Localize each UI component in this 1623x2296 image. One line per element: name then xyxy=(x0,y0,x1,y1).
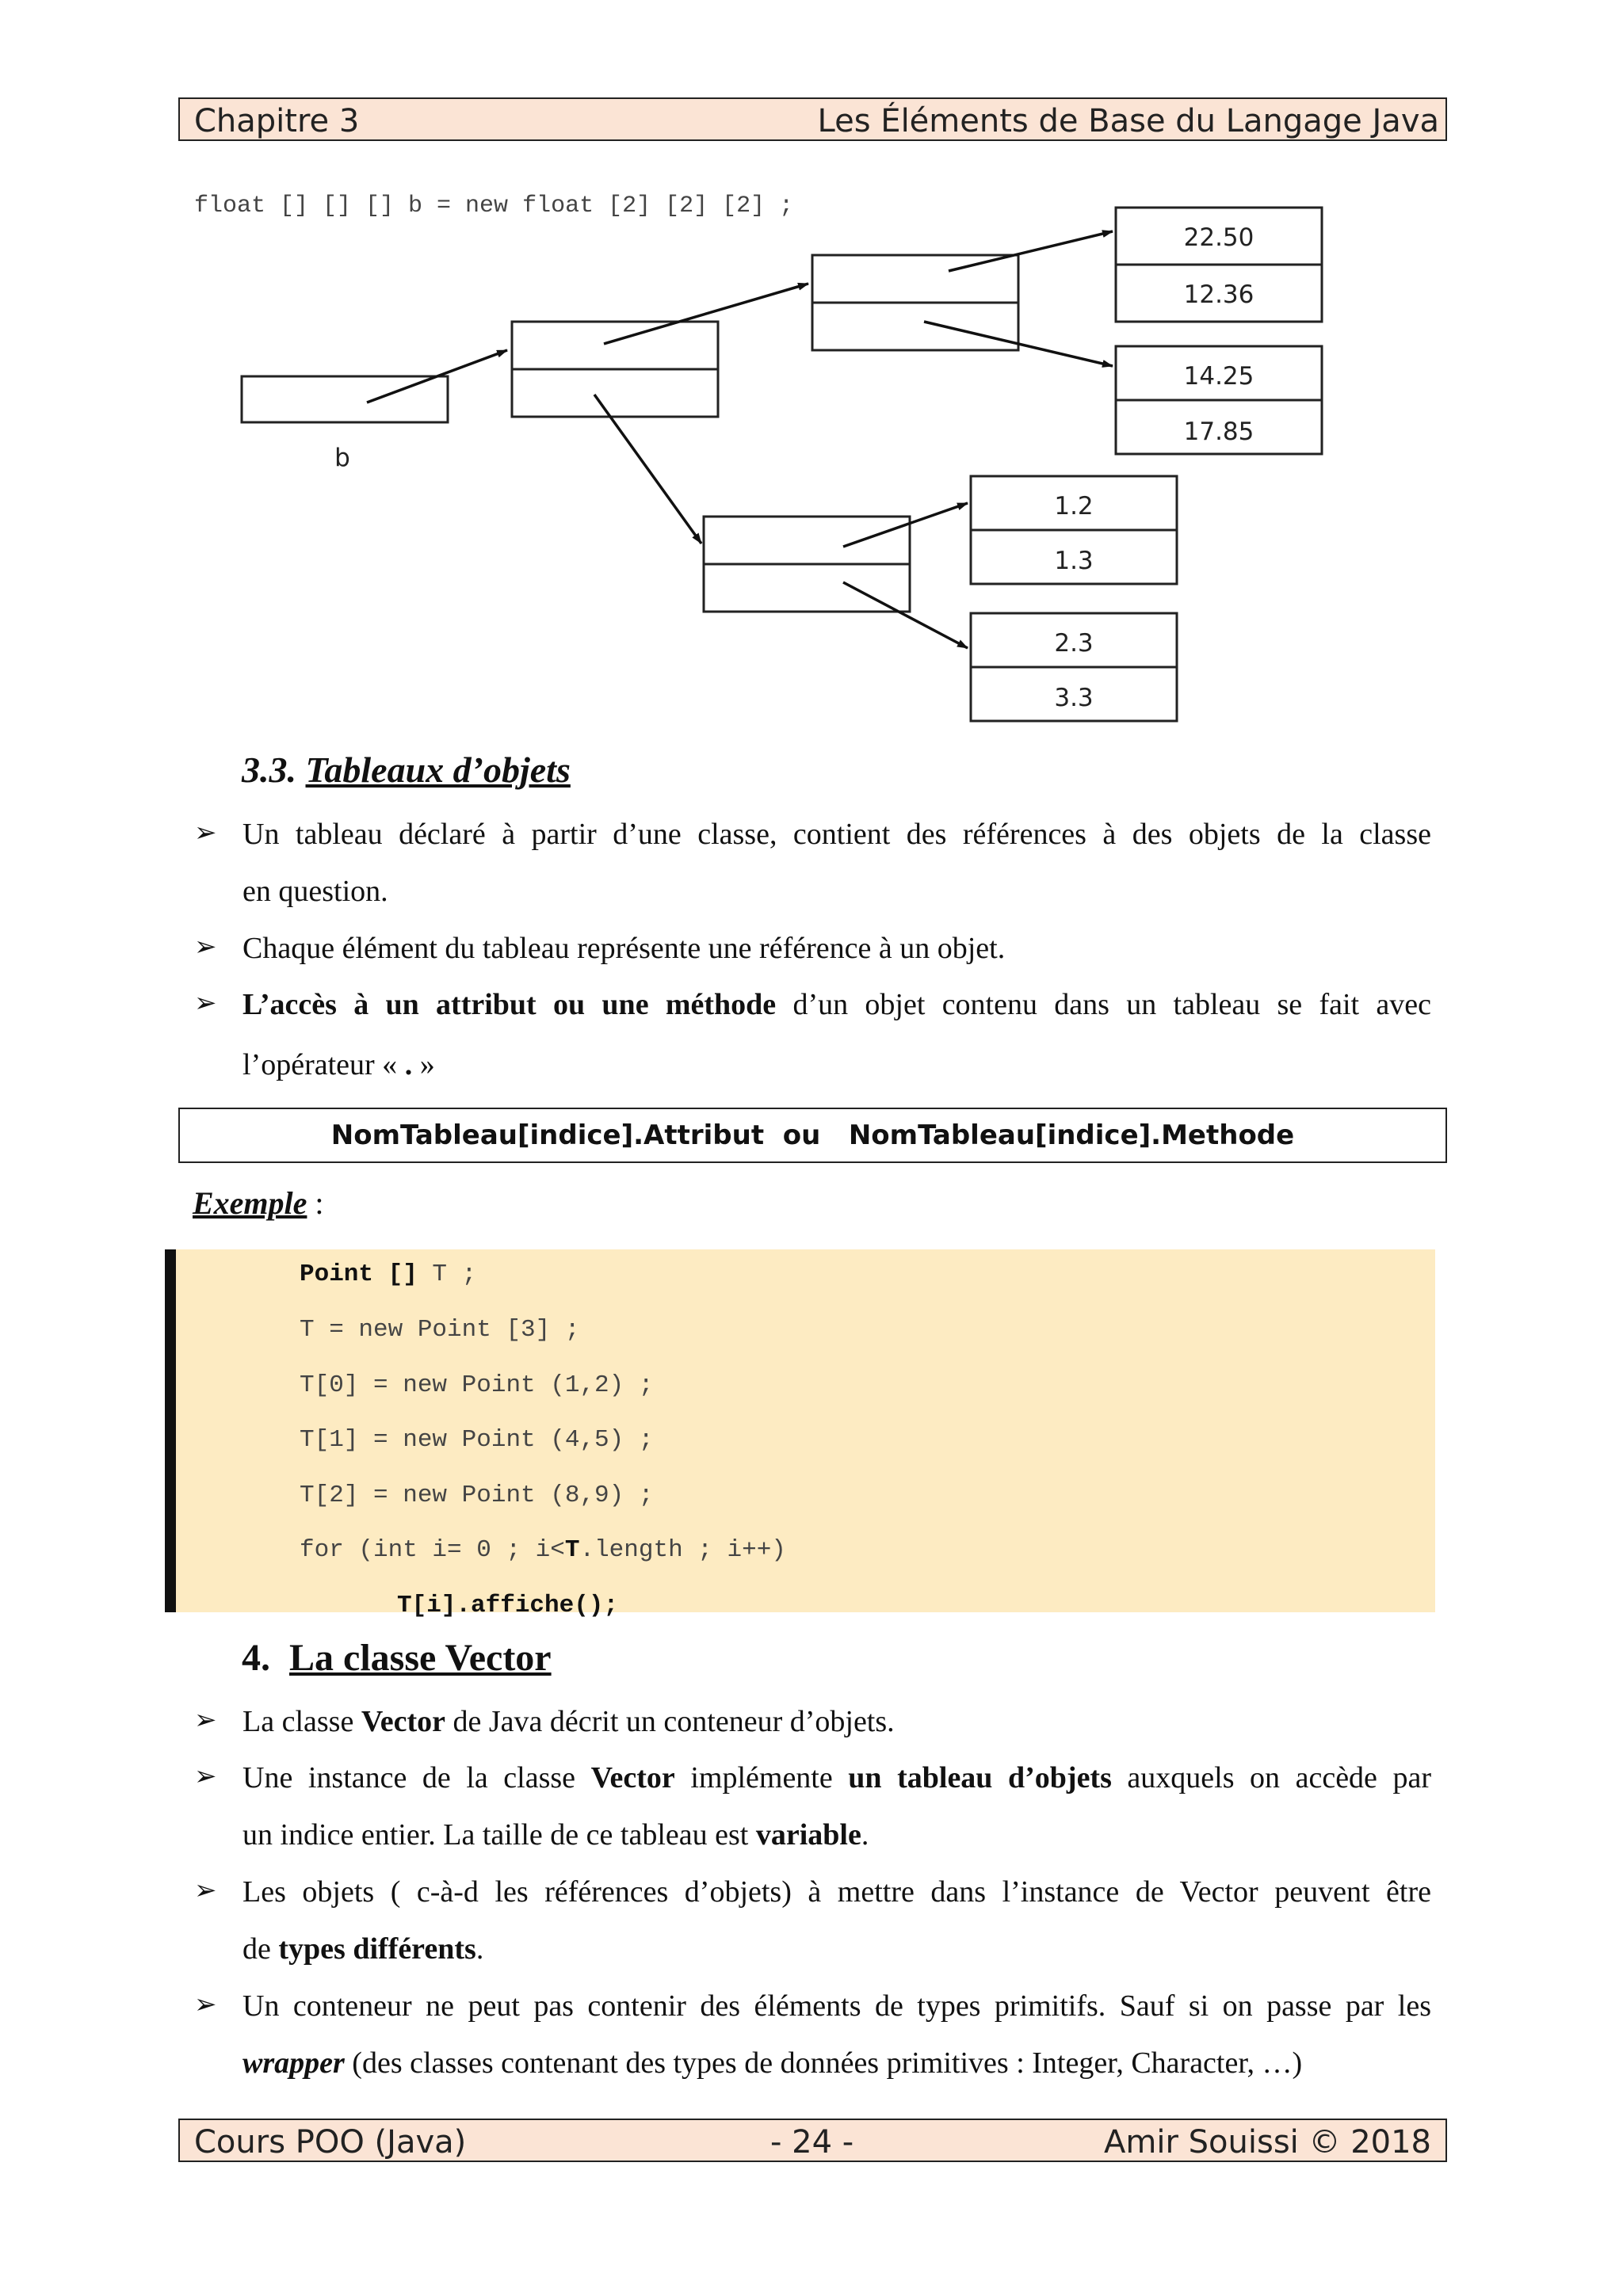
bullet-icon: ➢ xyxy=(194,989,217,1018)
value-cell: 1.3 xyxy=(1054,547,1094,575)
bullet-icon: ➢ xyxy=(194,818,217,848)
bullet-text: L’accès à un attribut ou une méthode d’un objet contenu dans un tableau se fait avec xyxy=(242,988,1431,1021)
bullet-text: un indice entier. La taille de ce tableau est variable. xyxy=(242,1818,869,1852)
bullet-text: Chaque élément du tableau représente une référence à un objet. xyxy=(242,932,1006,965)
section-title: La classe Vector xyxy=(289,1637,552,1679)
var-label-b: b xyxy=(334,444,350,472)
section-heading-3-3: 3.3. Tableaux d’objets xyxy=(242,749,571,790)
bullet-text: La classe Vector de Java décrit un conteneur d’objets. xyxy=(242,1705,895,1738)
bullet-icon: ➢ xyxy=(194,933,217,962)
arrow-level1-to-top xyxy=(604,284,808,344)
array-declaration: float [] [] [] b = new float [2] [2] [2] ; xyxy=(194,193,794,219)
value-cell: 17.85 xyxy=(1183,418,1254,446)
arrow-bottom-to-leaf3 xyxy=(843,503,968,547)
bullet-text: en question. xyxy=(242,875,388,908)
bullet-text: Une instance de la classe Vector implémente un tableau d’objets auxquels on accède par xyxy=(242,1761,1431,1794)
value-cell: 3.3 xyxy=(1054,684,1094,712)
value-cell: 22.50 xyxy=(1183,223,1254,252)
code-line: T[1] = new Point (4,5) ; xyxy=(300,1426,654,1454)
example-label: Exemple : xyxy=(193,1185,324,1221)
code-example xyxy=(165,1249,1435,1619)
chapter-label: Chapitre 3 xyxy=(194,103,360,139)
code-line: T[i].affiche(); xyxy=(397,1592,619,1619)
page-footer xyxy=(178,2119,1447,2162)
array-diagram xyxy=(0,0,1623,761)
page-number: - 24 - xyxy=(770,2124,854,2161)
code-line: T = new Point [3] ; xyxy=(300,1316,580,1344)
arrow-bottom-to-leaf4 xyxy=(843,582,968,648)
code-line: Point [] T ; xyxy=(300,1261,477,1288)
value-cell: 14.25 xyxy=(1183,362,1254,391)
bullet-icon: ➢ xyxy=(194,1762,217,1791)
syntax-box: NomTableau[indice].Attribut ou NomTableau[indice].Methode xyxy=(178,1108,1447,1163)
bullet-text: Les objets ( c-à-d les références d’objets) à mettre dans l’instance de Vector peuvent être xyxy=(242,1875,1431,1909)
section-title: Tableaux d’objets xyxy=(305,749,571,790)
value-cell: 1.2 xyxy=(1054,492,1094,521)
arrow-top-to-leaf1 xyxy=(949,231,1113,271)
chapter-title: Les Éléments de Base du Langage Java xyxy=(817,103,1439,139)
value-cell: 2.3 xyxy=(1054,629,1094,658)
bullet-text: Un conteneur ne peut pas contenir des éléments de types primitifs. Sauf si on passe par les xyxy=(242,1989,1431,2023)
code-line: for (int i= 0 ; i<T.length ; i++) xyxy=(300,1536,786,1564)
section-heading-4: 4. La classe Vector xyxy=(242,1637,552,1679)
bullet-icon: ➢ xyxy=(194,1876,217,1905)
code-line: T[0] = new Point (1,2) ; xyxy=(300,1371,654,1399)
bullet-text: de types différents. xyxy=(242,1932,484,1966)
bullet-text: wrapper (des classes contenant des types de données primitives : Integer, Character, …) xyxy=(242,2046,1303,2080)
bullet-text: Un tableau déclaré à partir d’une classe, contient des références à des objets de la classe xyxy=(242,818,1431,851)
bullet-icon: ➢ xyxy=(194,1706,217,1735)
bullet-icon: ➢ xyxy=(194,1990,217,2019)
author-copyright: Amir Souissi © 2018 xyxy=(1104,2124,1431,2161)
code-line: T[2] = new Point (8,9) ; xyxy=(300,1482,654,1509)
bullet-text: l’opérateur « . » xyxy=(242,1048,435,1081)
course-label: Cours POO (Java) xyxy=(194,2124,467,2161)
value-cell: 12.36 xyxy=(1183,280,1254,309)
